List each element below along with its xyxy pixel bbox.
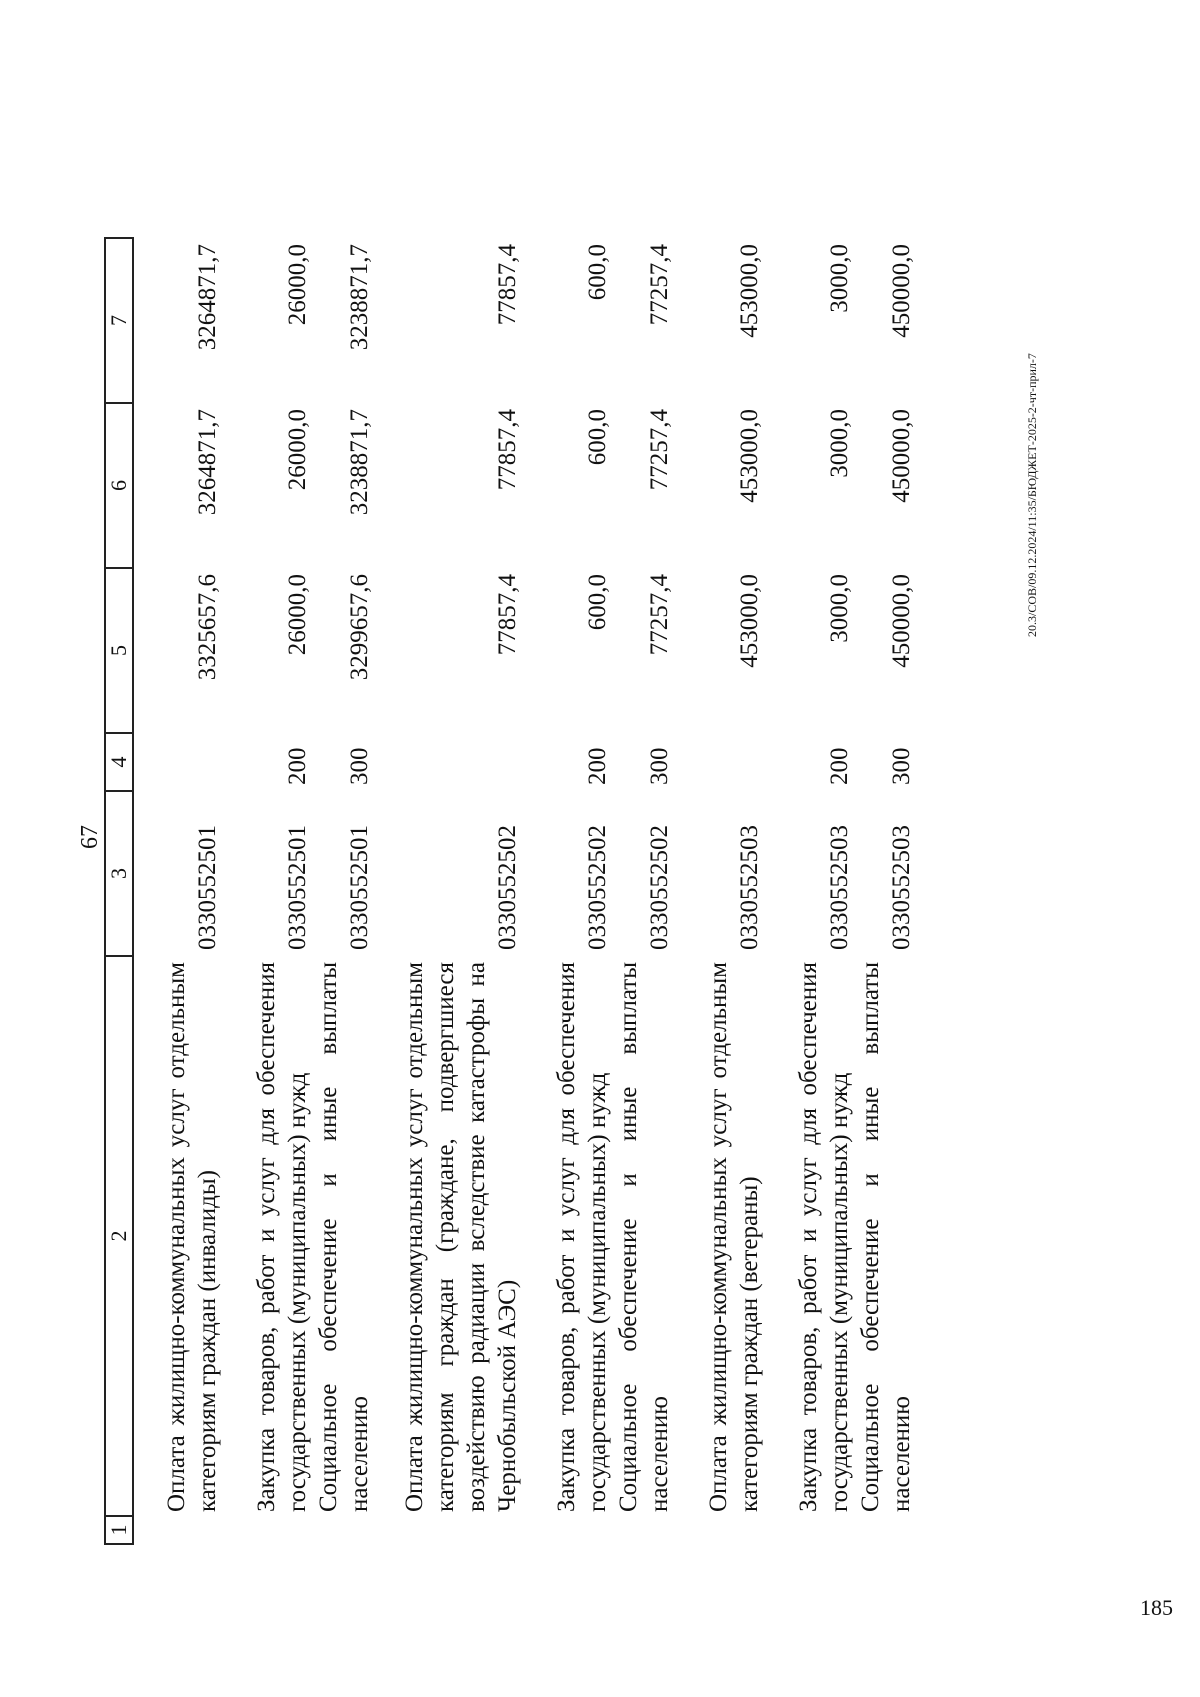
row-col-1: [613, 1516, 675, 1544]
row-value-5: 77257,4: [646, 574, 673, 656]
row-value-7: 600,0: [584, 244, 611, 301]
row-name: Социальное обеспечение и иные выплаты населению: [315, 962, 373, 1512]
sheet-number: 185: [1140, 1595, 1173, 1620]
row-value-5: 26000,0: [284, 574, 311, 656]
table-row: [765, 238, 855, 1544]
row-code: 0330552501: [194, 825, 221, 950]
row-name: Оплата жилищно-коммунальных услуг отдельным категориям граждан (граждане, подвергшиеся воздействию радиации вследствие катастрофы на Чернобыльской АЭС): [401, 962, 521, 1512]
row-col-1: [675, 1516, 765, 1544]
row-value-7: 77857,4: [494, 244, 521, 326]
header-col-2: 2: [105, 956, 133, 1516]
budget-table: [104, 237, 917, 1545]
table-row: [855, 238, 917, 1544]
page-number: 67: [77, 825, 103, 849]
row-code: 0330552502: [584, 825, 611, 950]
header-col-5: 5: [105, 568, 133, 733]
row-col-1: [523, 1516, 613, 1544]
row-code: 0330552501: [284, 825, 311, 950]
table-row: [133, 238, 223, 1544]
document-reference: 20.3/СОВ/09.12.2024/11:35/БЮДЖЕТ-2025-2-чт-прил-7: [1025, 353, 1039, 637]
table-row: [313, 238, 375, 1544]
row-value-7: 3264871,7: [194, 244, 221, 351]
row-name: Оплата жилищно-коммунальных услуг отдельным категориям граждан (инвалиды): [163, 962, 221, 1512]
row-value-6: 3264871,7: [194, 409, 221, 516]
row-code: 0330552501: [346, 825, 373, 950]
table-row: [675, 238, 765, 1544]
table-row: [613, 238, 675, 1544]
row-expense-type: [375, 733, 523, 791]
row-expense-type: 200: [284, 747, 311, 785]
row-value-7: 3000,0: [826, 244, 853, 313]
table-row: [223, 238, 313, 1544]
row-expense-type: [675, 733, 765, 791]
row-col-1: [223, 1516, 313, 1544]
row-expense-type: 300: [646, 747, 673, 785]
row-expense-type: 200: [584, 747, 611, 785]
row-name: Закупка товаров, работ и услуг для обеспечения государственных (муниципальных) нужд: [253, 962, 311, 1512]
row-col-1: [375, 1516, 523, 1544]
row-code: 0330552502: [494, 825, 521, 950]
row-col-1: [765, 1516, 855, 1544]
header-row: [105, 238, 133, 1544]
header-col-4: 4: [105, 733, 133, 791]
table-row: [375, 238, 523, 1544]
row-name: Социальное обеспечение и иные выплаты населению: [857, 962, 915, 1512]
row-expense-type: 300: [888, 747, 915, 785]
row-col-1: [133, 1516, 223, 1544]
row-code: 0330552502: [646, 825, 673, 950]
row-col-1: [313, 1516, 375, 1544]
row-value-7: 3238871,7: [346, 244, 373, 351]
row-value-6: 26000,0: [284, 409, 311, 491]
row-value-7: 77257,4: [646, 244, 673, 326]
row-name: Оплата жилищно-коммунальных услуг отдельным категориям граждан (ветераны): [705, 962, 763, 1512]
row-value-6: 77857,4: [494, 409, 521, 491]
header-col-3: 3: [105, 791, 133, 956]
row-col-1: [855, 1516, 917, 1544]
row-value-6: 77257,4: [646, 409, 673, 491]
row-code: 0330552503: [888, 825, 915, 950]
row-value-5: 3325657,6: [194, 574, 221, 681]
row-name: Закупка товаров, работ и услуг для обеспечения государственных (муниципальных) нужд: [795, 962, 853, 1512]
row-value-7: 26000,0: [284, 244, 311, 326]
row-value-5: 450000,0: [888, 574, 915, 668]
header-col-6: 6: [105, 403, 133, 568]
table-row: [523, 238, 613, 1544]
row-value-7: 450000,0: [888, 244, 915, 338]
row-value-6: 600,0: [584, 409, 611, 466]
row-value-6: 450000,0: [888, 409, 915, 503]
row-value-5: 3299657,6: [346, 574, 373, 681]
row-name: Закупка товаров, работ и услуг для обеспечения государственных (муниципальных) нужд: [553, 962, 611, 1512]
row-value-5: 3000,0: [826, 574, 853, 643]
row-value-7: 453000,0: [736, 244, 763, 338]
row-value-6: 3000,0: [826, 409, 853, 478]
row-name: Социальное обеспечение и иные выплаты населению: [615, 962, 673, 1512]
row-expense-type: 300: [346, 747, 373, 785]
row-value-5: 77857,4: [494, 574, 521, 656]
row-value-6: 453000,0: [736, 409, 763, 503]
row-expense-type: [133, 733, 223, 791]
row-value-6: 3238871,7: [346, 409, 373, 516]
row-value-5: 453000,0: [736, 574, 763, 668]
row-expense-type: 200: [826, 747, 853, 785]
header-col-7: 7: [105, 238, 133, 403]
header-col-1: 1: [105, 1516, 133, 1544]
row-value-5: 600,0: [584, 574, 611, 631]
row-code: 0330552503: [826, 825, 853, 950]
row-code: 0330552503: [736, 825, 763, 950]
